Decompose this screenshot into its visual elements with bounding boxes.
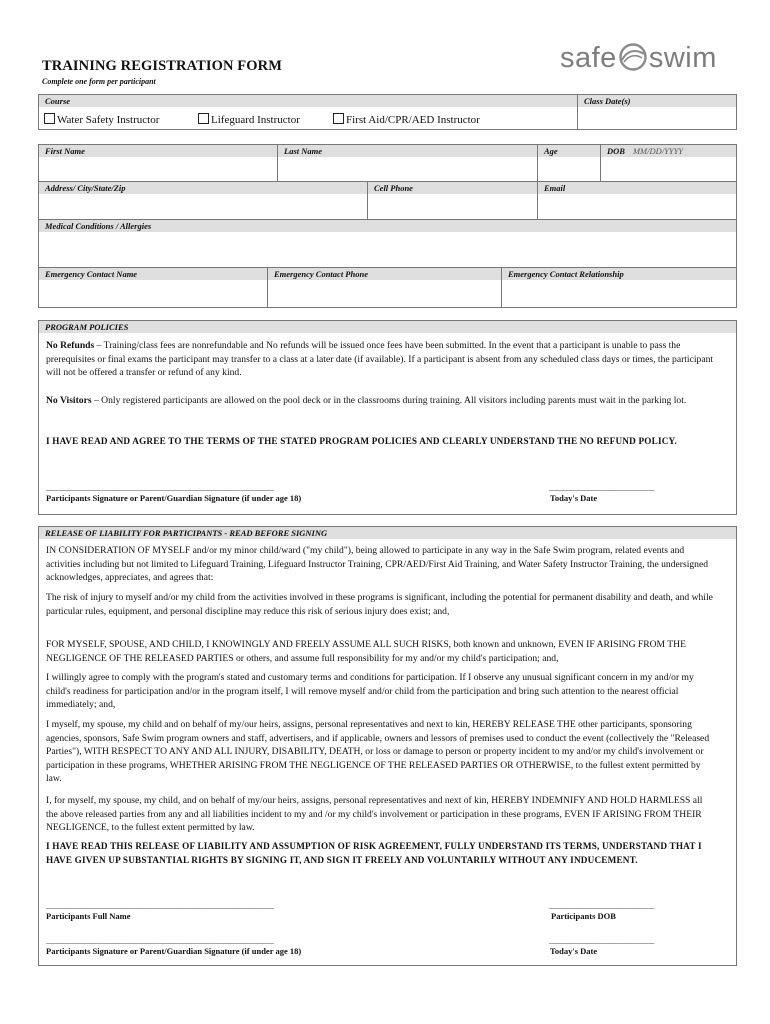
form-subtitle: Complete one form per participant (42, 77, 156, 86)
dob-field[interactable] (602, 158, 735, 180)
logo-text-left: safe (560, 42, 617, 74)
first-name-field[interactable] (40, 158, 276, 180)
release-signature-line[interactable]: _________________________________________________________________ (46, 936, 274, 945)
release-paragraph-release: I myself, my spouse, my child and on behalf of my/our heirs, assigns, personal representatives and next to kin, HEREBY RELEASE THE other participants, sponsoring agencies, sponsors, Safe Swim program owners and staff, advertisers, and if applicable, owners and lessors of premises used to conduct the event (collectively the "Released Parties"), WITH RESPECT TO ANY AND ALL INJURY, DISABILITY, DEATH, or loss or damage to person or property incident to my and/or my child's involvement or participation in these programs, WHETHER ARISING FROM THE NEGLIGENCE OF THE RELEASED PARTIES OR OTHERWISE, to the fullest extent permitted by law. (46, 719, 710, 785)
form-title: TRAINING REGISTRATION FORM (42, 58, 282, 74)
policy-signature-line[interactable]: _________________________________________________________________ (46, 483, 274, 492)
checkbox-box[interactable] (333, 113, 344, 124)
safe-swim-logo (560, 42, 740, 84)
no-refunds-title: No Refunds (46, 340, 95, 351)
emergency-contact-name-label: Emergency Contact Name (45, 269, 138, 279)
release-date-label: Today's Date (550, 946, 598, 956)
full-name-label: Participants Full Name (46, 911, 131, 921)
emergency-contact-relationship-label: Emergency Contact Relationship (508, 269, 624, 279)
full-name-line[interactable]: _________________________________________________________________ (46, 901, 274, 910)
release-paragraph-consideration: IN CONSIDERATION OF MYSELF and/or my minor child/ward ("my child"), being allowed to participate in any way in the Safe Swim program, related events and activities including but not limited to Lifeguard Training, Lifeguard Instructor Training, CPR/AED/First Aid Training, and Water Safety Instructor Training, the undersigned acknowledges, appreciates, and agrees that: (46, 545, 709, 584)
policy-date-label: Today's Date (550, 493, 598, 503)
medical-conditions-field[interactable] (40, 233, 735, 266)
age-label: Age (544, 146, 558, 156)
last-name-field[interactable] (279, 158, 536, 180)
emergency-contact-phone-label: Emergency Contact Phone (274, 269, 368, 279)
release-date-line[interactable]: ______________________________ (549, 936, 654, 945)
address-label: Address/ City/State/Zip (45, 183, 126, 193)
checkbox-lifeguard-instructor[interactable]: Lifeguard Instructor (198, 113, 300, 127)
release-signature-label: Participants Signature or Parent/Guardian Signature (if under age 18) (46, 946, 302, 956)
no-visitors-title: No Visitors (46, 395, 92, 406)
age-field[interactable] (539, 158, 599, 180)
cell-phone-field[interactable] (369, 195, 536, 218)
program-policies-heading: PROGRAM POLICIES (45, 322, 129, 332)
course-label: Course (45, 96, 71, 106)
emergency-contact-phone-field[interactable] (269, 281, 500, 306)
checkbox-water-safety-instructor[interactable]: Water Safety Instructor (44, 113, 159, 127)
emergency-contact-relationship-field[interactable] (503, 281, 735, 306)
release-paragraph-comply: I willingly agree to comply with the program's stated and customary terms and conditions for participation. If I observe any unusual significant concern in my and/or my child's readiness for participation and/or in the program itself, I will remove myself and/or child from the participation and bring such attention to the nearest official immediately; and, (46, 672, 694, 711)
release-heading: RELEASE OF LIABILITY FOR PARTICIPANTS - READ BEFORE SIGNING (45, 528, 328, 538)
email-label: Email (544, 183, 566, 193)
release-paragraph-risk: The risk of injury to myself and/or my child from the activities involved in these programs is significant, including the potential for permanent disability and death, and while particular rules, equipment, and personal discipline may reduce this risk of serious injury does exist; and, (46, 592, 713, 617)
class-dates-field[interactable] (579, 108, 735, 128)
checkbox-box[interactable] (44, 113, 55, 124)
participant-dob-label: Participants DOB (551, 911, 616, 921)
release-paragraph-assume-risks: FOR MYSELF, SPOUSE, AND CHILD, I KNOWINGLY AND FREELY ASSUME ALL SUCH RISKS, both known and unknown, EVEN IF ARISING FROM THE NEGLIGENCE OF THE RELEASED PARTIES or others, and assume full responsibility for my and/or my child's participation; and, (46, 639, 686, 664)
policy-date-line[interactable]: ______________________________ (549, 483, 654, 492)
policy-agreement-statement: I HAVE READ AND AGREE TO THE TERMS OF THE STATED PROGRAM POLICIES AND CLEARLY UNDERSTAND THE NO REFUND POLICY. (46, 436, 678, 446)
dob-placeholder: MM/DD/YYYY (632, 146, 684, 156)
no-refunds-policy: No Refunds – Training/class fees are nonrefundable and No refunds will be issued once fees have been submitted. In the event that a participant is unable to pass the prerequisites or final exams the participant may transfer to a class at a later date (if available). If a participant is absent from any scheduled class days or times, the participant will not be offered a transfer or refund of any kind. (46, 340, 714, 379)
course-header (39, 95, 736, 107)
class-dates-label: Class Date(s) (584, 96, 631, 106)
checkbox-first-aid-cpr-aed-instructor[interactable]: First Aid/CPR/AED Instructor (333, 113, 480, 127)
no-visitors-policy: No Visitors – Only registered participants are allowed on the pool deck or in the classrooms during training. All visitors including parents must wait in the parking lot. (46, 395, 687, 406)
address-field[interactable] (40, 195, 366, 218)
cell-phone-label: Cell Phone (374, 183, 413, 193)
program-policies-header (39, 321, 736, 333)
medical-conditions-label: Medical Conditions / Allergies (45, 221, 152, 231)
checkbox-box[interactable] (198, 113, 209, 124)
first-name-label: First Name (45, 146, 85, 156)
email-field[interactable] (539, 195, 735, 218)
release-paragraph-indemnify: I, for myself, my spouse, my child, and on behalf of my/our heirs, assigns, personal representatives and next of kin, HEREBY INDEMNIFY AND HOLD HARMLESS all the above released parties from any and all liabilities incident to my and /or my child's involvement or participation in these programs, EVEN IF ARISING FROM THEIR NEGLIGENCE, to the fullest extent permitted by law. (46, 795, 703, 834)
participant-dob-line[interactable]: ______________________________ (549, 901, 654, 910)
last-name-label: Last Name (284, 146, 323, 156)
policy-signature-label: Participants Signature or Parent/Guardian Signature (if under age 18) (46, 493, 302, 503)
release-acknowledgement: I HAVE READ THIS RELEASE OF LIABILITY AND ASSUMPTION OF RISK AGREEMENT, FULLY UNDERSTAND ITS TERMS, UNDERSTAND THAT I HAVE GIVEN UP SUBSTANTIAL RIGHTS BY SIGNING IT, AND SIGN IT FREELY AND VOLUNTARILY WITHOUT ANY INDUCEMENT. (46, 841, 702, 865)
emergency-contact-name-field[interactable] (40, 281, 266, 306)
logo-text-right: swim (648, 42, 717, 74)
dob-label: DOB MM/DD/YYYY (607, 146, 684, 156)
wave-logo-icon (618, 42, 648, 72)
